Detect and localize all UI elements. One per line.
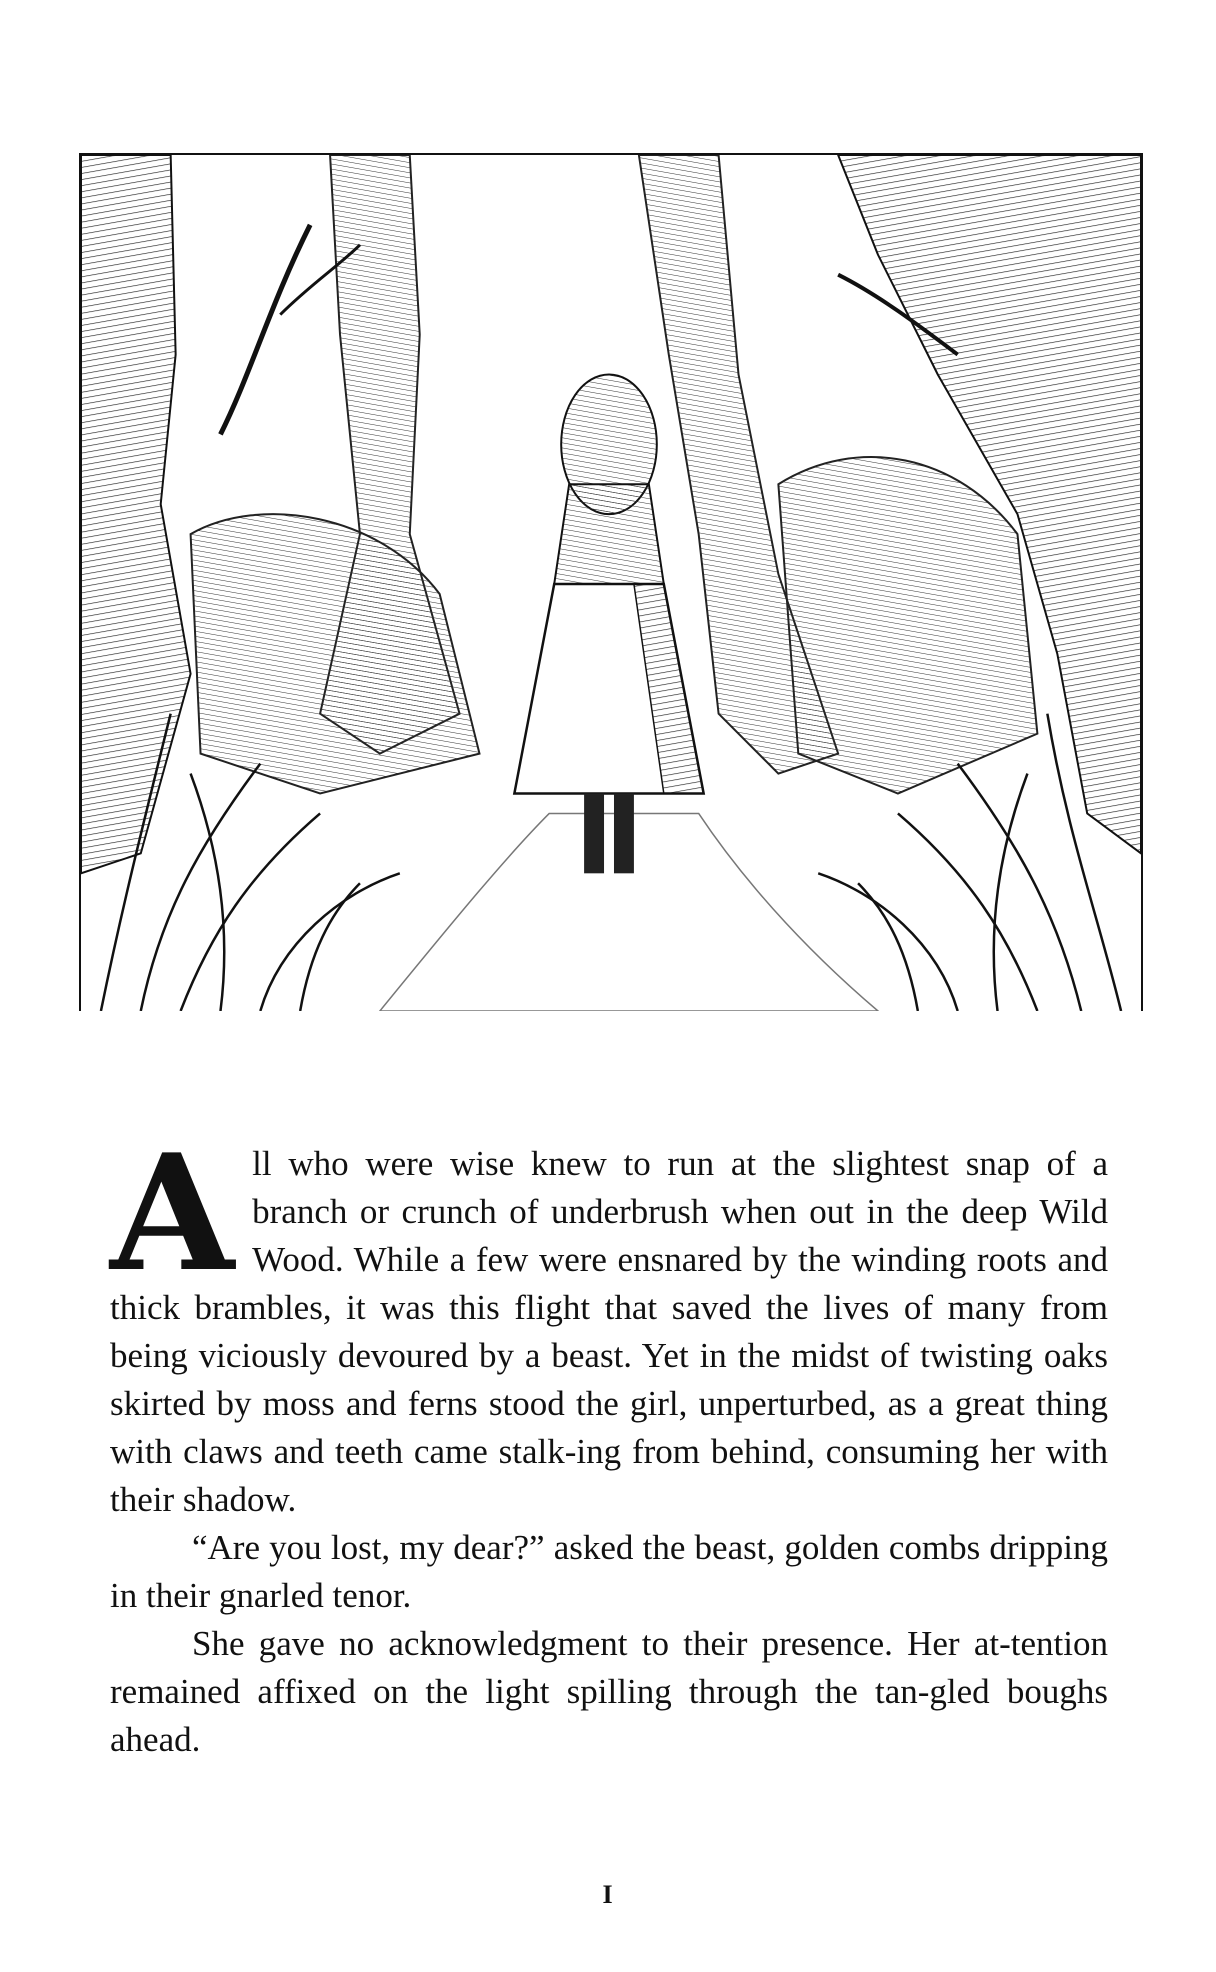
drop-cap: A [110, 1119, 235, 1307]
paragraph-1-text: ll who were wise knew to run at the slightest snap of a branch or crunch of underbrush when out in the deep Wild Wood. While a few were ensnared by the winding roots and thick brambles, it was this flight that saved the lives of many from being viciously devoured by a beast. Yet in the midst of twisting oaks skirted by moss and ferns stood the girl, unperturbed, as a great thing with claws and teeth came stalk-ing from behind, consuming her with their shadow. [110, 1144, 1108, 1519]
paragraph-2: “Are you lost, my dear?” asked the beast, golden combs dripping in their gnarled tenor. [110, 1528, 1108, 1615]
forest-girl-illustration [79, 153, 1143, 1011]
forest-girl-icon [81, 155, 1141, 1011]
paragraph-1 [110, 1119, 1108, 1524]
story-text [110, 1119, 1108, 1764]
page-number: I [602, 1880, 614, 1909]
paragraph-3: She gave no acknowledgment to their presence. Her at-tention remained affixed on the light spilling through the tan-gled boughs ahead. [110, 1624, 1108, 1759]
